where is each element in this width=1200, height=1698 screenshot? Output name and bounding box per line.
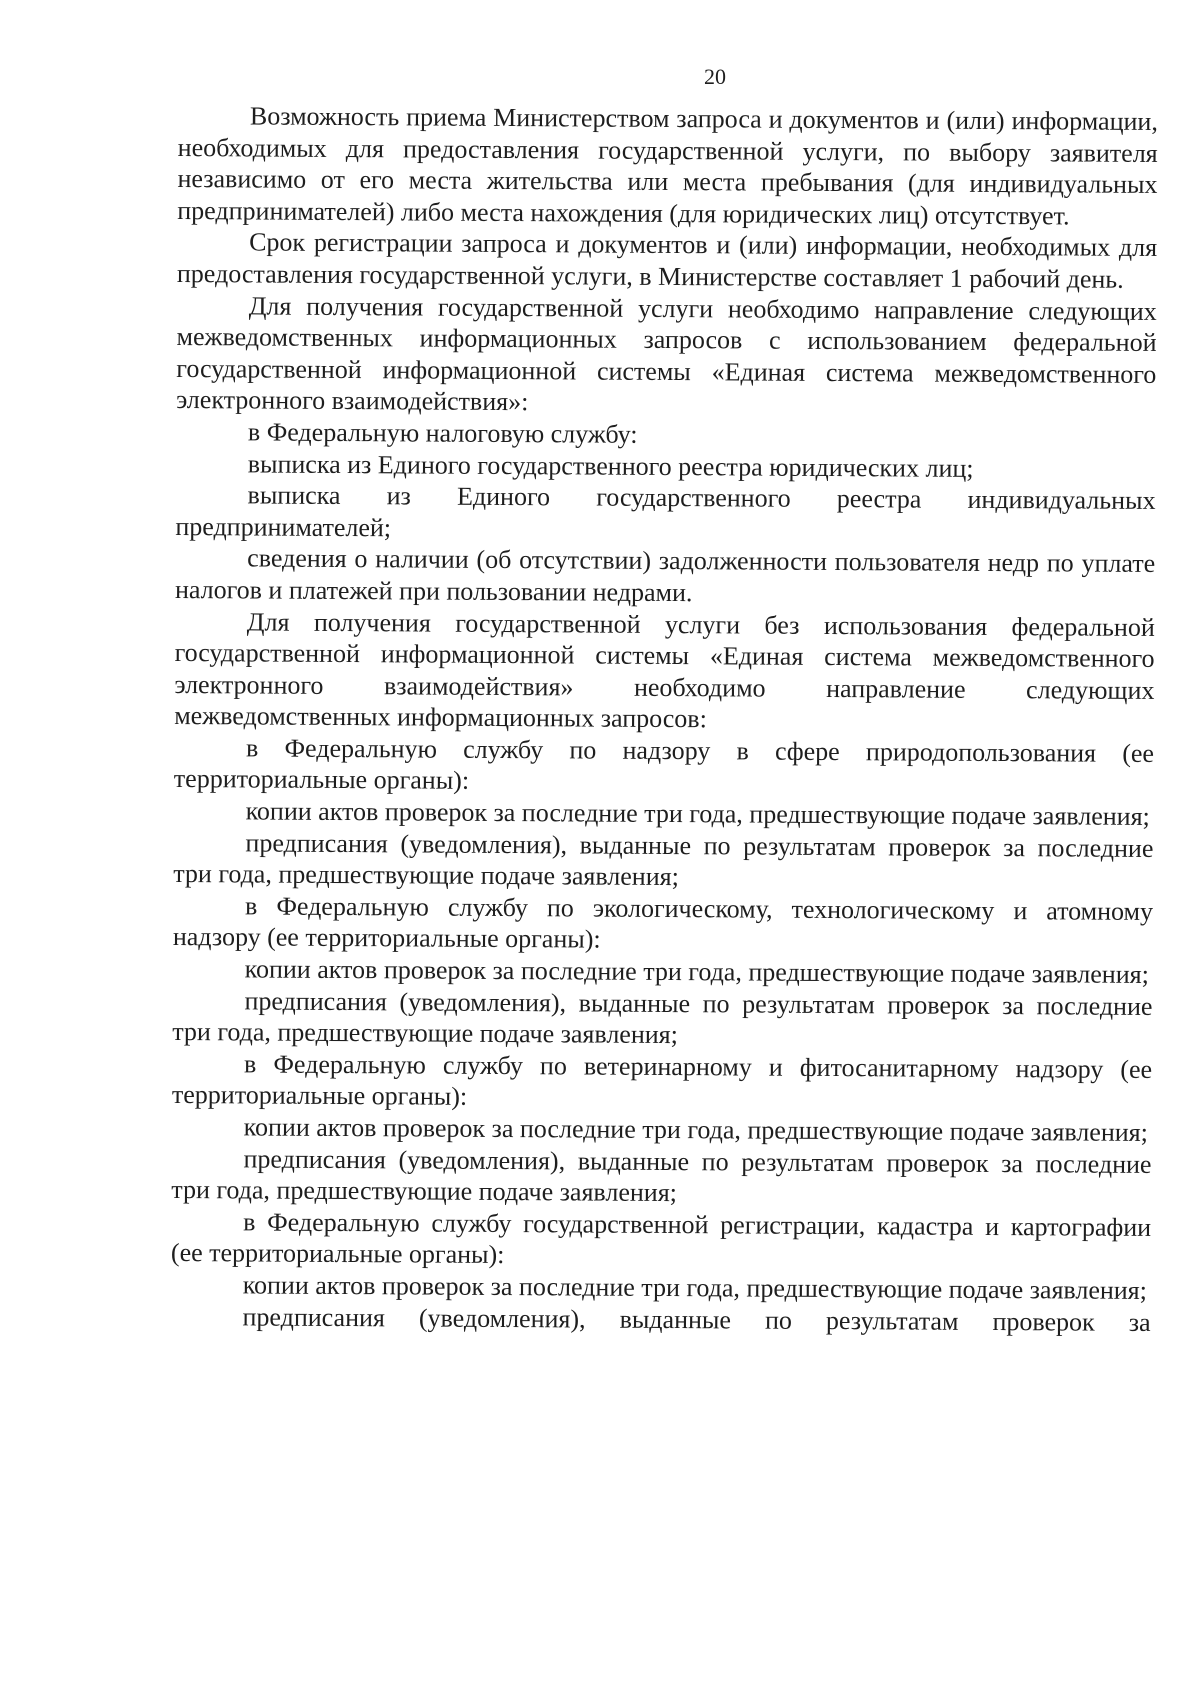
paragraph-19: копии актов проверок за последние три года, предшествующие подаче заявления; — [242, 1270, 1148, 1305]
paragraph-14: предписания (уведомления), выданные по результатам проверок за последние три года, предшествующие подаче заявления; — [172, 986, 1153, 1050]
paragraph-7: сведения о наличии (об отсутствии) задолженности пользователя недр по уплате налогов и платежей при пользовании недрами. — [174, 543, 1156, 608]
paragraph-3: Для получения государственной услуги необходимо направление следующих межведомственных информационных запросов с использованием федеральной государственной информационной системы «Единая система межведомственного электронного взаимодействия»: — [176, 290, 1157, 417]
paragraph-2: Срок регистрации запроса и документов и (или) информации, необходимых для предоставления государственной услуги, в Министерстве составляет 1 рабочий день. — [176, 227, 1158, 294]
paragraph-12: в Федеральную службу по экологическому, технологическому и атомному надзору (ее территориальные органы): — [172, 891, 1154, 955]
paragraph-1: Возможность приема Министерством запроса и документов и (или) информации, необходимых для предоставления государственной услуги, по выбору заявителя независимо от его места жительства или места пребывания (для индивидуальных предпринимателей) либо места нахождения (для юридических лиц) отсутствует. — [177, 101, 1158, 231]
document-body — [170, 100, 1158, 1338]
paragraph-20: предписания (уведомления), выданные по результатам проверок за — [242, 1301, 1151, 1337]
paragraph-18: в Федеральную службу государственной регистрации, кадастра и картографии (ее территориальные органы): — [170, 1207, 1152, 1270]
paragraph-6: выписка из Единого государственного реестра индивидуальных предпринимателей; — [175, 480, 1156, 543]
paragraph-17: предписания (уведомления), выданные по результатам проверок за последние три года, предшествующие подаче заявления; — [171, 1144, 1152, 1208]
paragraph-11: предписания (уведомления), выданные по результатам проверок за последние три года, предшествующие подаче заявления; — [173, 828, 1154, 892]
page-number: 20 — [704, 64, 726, 89]
paragraph-5: выписка из Единого государственного реестра юридических лиц; — [247, 448, 974, 483]
paragraph-10: копии актов проверок за последние три года, предшествующие подаче заявления; — [245, 796, 1150, 832]
paragraph-8: Для получения государственной услуги без использования федеральной государственной информационной системы «Единая система межведомственного электронного взаимодействия» необходимо направление следующих межведомственных информационных запросов: — [174, 606, 1155, 734]
paragraph-16: копии актов проверок за последние три года, предшествующие подаче заявления; — [243, 1112, 1148, 1147]
paragraph-15: в Федеральную службу по ветеринарному и фитосанитарному надзору (ее территориальные органы): — [171, 1049, 1153, 1112]
paragraph-4: в Федеральную налоговую службу: — [247, 417, 638, 449]
paragraph-13: копии актов проверок за последние три года, предшествующие подаче заявления; — [244, 954, 1149, 989]
paragraph-9: в Федеральную службу по надзору в сфере природопользования (ее территориальные органы): — [173, 733, 1155, 796]
